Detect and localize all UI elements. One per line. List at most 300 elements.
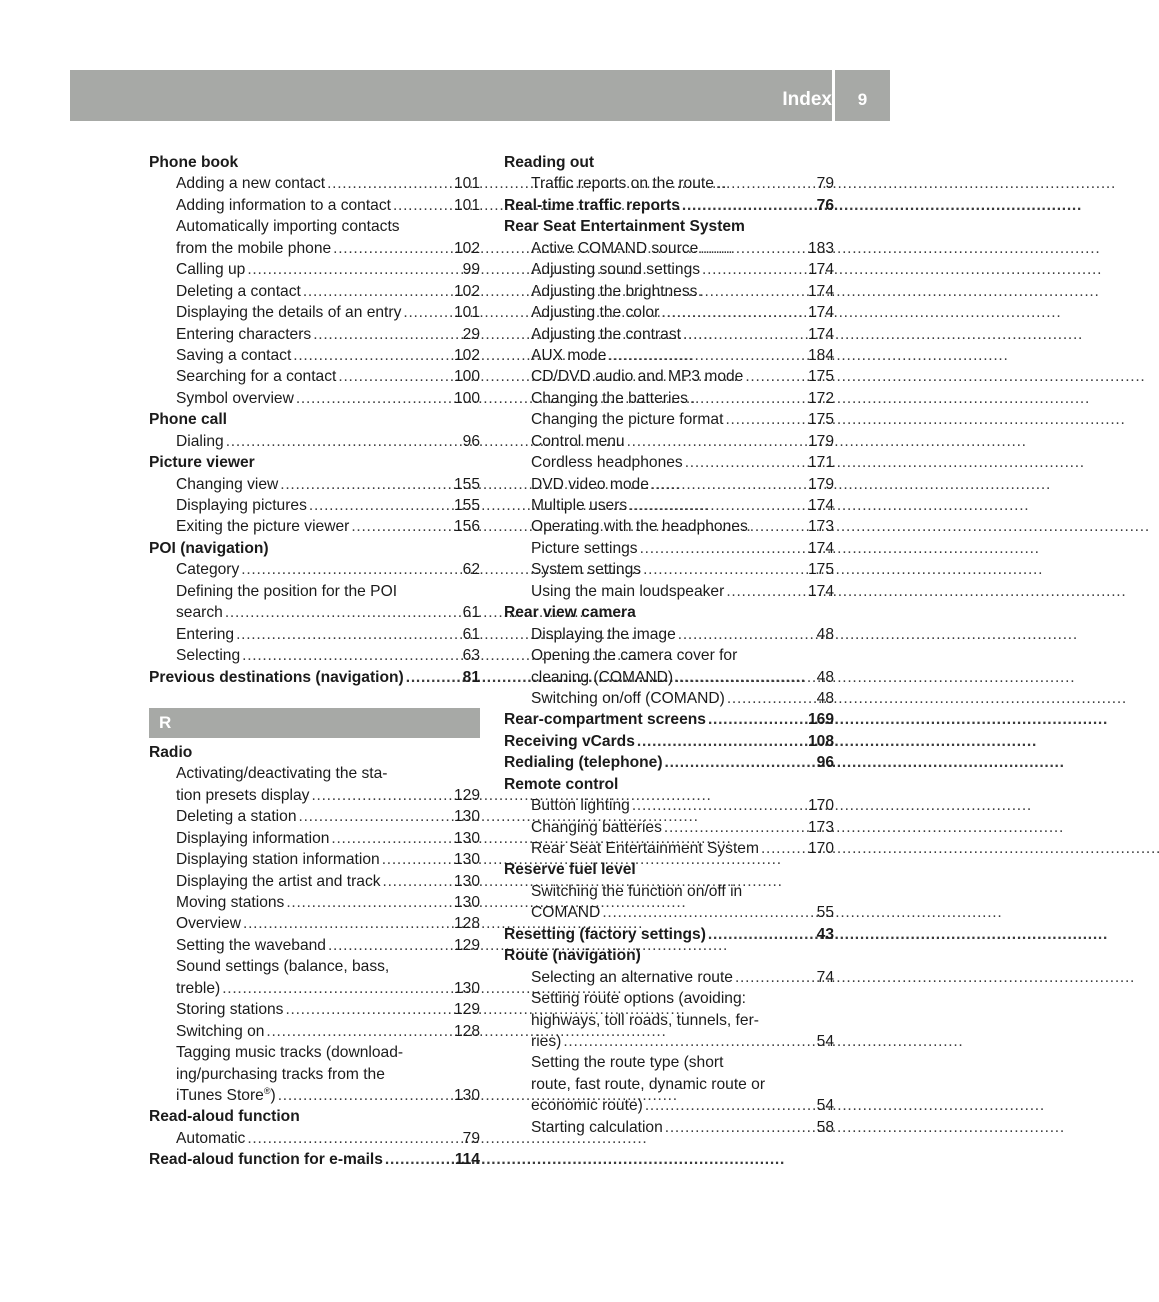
index-subentry bbox=[149, 978, 480, 999]
entry-label: Selecting bbox=[176, 647, 241, 665]
index-subentry bbox=[149, 195, 480, 216]
index-subentry bbox=[149, 785, 480, 806]
index-subentry bbox=[504, 302, 834, 323]
index-subentry bbox=[149, 871, 480, 892]
page-reference: 129 bbox=[453, 786, 480, 804]
index-heading bbox=[149, 1149, 480, 1170]
index-subentry bbox=[504, 838, 834, 859]
index-subentry bbox=[149, 516, 480, 537]
entry-label: Control menu bbox=[531, 432, 625, 450]
index-subentry bbox=[504, 624, 834, 645]
dot-leader bbox=[745, 366, 806, 387]
index-subentry: route, fast route, dynamic route or bbox=[531, 1075, 766, 1093]
dot-leader bbox=[225, 602, 461, 623]
entry-label: Previous destinations (navigation) bbox=[149, 668, 404, 686]
index-subentry bbox=[504, 495, 834, 516]
index-heading: Reserve fuel level bbox=[504, 861, 636, 879]
index-heading bbox=[504, 924, 834, 945]
page-reference: 48 bbox=[816, 625, 834, 643]
index-subentry bbox=[504, 474, 834, 495]
index-subentry: Sound settings (balance, bass, bbox=[176, 958, 390, 976]
entry-label: DVD video mode bbox=[531, 475, 649, 493]
index-subentry bbox=[149, 1085, 480, 1106]
dot-leader bbox=[385, 1149, 453, 1170]
dot-leader bbox=[331, 828, 452, 849]
page-reference: 101 bbox=[453, 175, 480, 193]
page-reference: 173 bbox=[807, 818, 834, 836]
dot-leader bbox=[682, 195, 815, 216]
index-subentry bbox=[149, 431, 480, 452]
dot-leader bbox=[286, 892, 452, 913]
dot-leader bbox=[700, 238, 806, 259]
page-reference: 130 bbox=[453, 1086, 480, 1104]
index-subentry bbox=[504, 366, 834, 387]
entry-label: Displaying station information bbox=[176, 851, 380, 869]
index-subentry: ing/purchasing tracks from the bbox=[176, 1065, 385, 1083]
dot-leader bbox=[750, 516, 806, 537]
entry-label: iTunes Store®) bbox=[176, 1085, 276, 1104]
index-heading: Read-aloud function bbox=[149, 1108, 300, 1126]
section-letter-r: R bbox=[149, 708, 480, 738]
entry-label: Symbol overview bbox=[176, 389, 294, 407]
page-reference: 130 bbox=[453, 808, 480, 826]
entry-label: treble) bbox=[176, 979, 221, 997]
page-reference: 174 bbox=[807, 282, 834, 300]
dot-leader bbox=[690, 388, 806, 409]
index-subentry bbox=[149, 828, 480, 849]
entry-label: Adjusting the color bbox=[531, 304, 660, 322]
entry-label: Moving stations bbox=[176, 894, 285, 911]
page-reference: 156 bbox=[453, 518, 480, 536]
page-reference: 174 bbox=[807, 497, 834, 514]
page-reference: 175 bbox=[807, 561, 834, 579]
entry-label: Active COMAND source bbox=[531, 239, 699, 257]
entry-label: Displaying the image bbox=[531, 625, 676, 643]
page-reference: 100 bbox=[453, 389, 480, 407]
page-reference: 130 bbox=[453, 829, 480, 847]
dot-leader bbox=[608, 345, 806, 366]
dot-leader bbox=[627, 431, 806, 452]
index-subentry bbox=[149, 913, 480, 934]
page-reference: 102 bbox=[453, 346, 480, 364]
page-reference: 96 bbox=[816, 754, 834, 772]
dot-leader bbox=[665, 1117, 815, 1138]
index-subentry bbox=[504, 667, 834, 688]
page-reference: 79 bbox=[816, 175, 834, 193]
index-subentry bbox=[504, 581, 834, 602]
index-subentry: Opening the camera cover for bbox=[531, 647, 738, 665]
page-reference: 128 bbox=[453, 915, 480, 933]
dot-leader bbox=[327, 173, 452, 194]
entry-label: Dialing bbox=[176, 432, 224, 450]
dot-leader bbox=[702, 259, 806, 280]
page-reference: 61 bbox=[462, 625, 480, 643]
page-reference: 155 bbox=[453, 475, 480, 493]
index-subentry bbox=[504, 967, 834, 988]
entry-label: economic route) bbox=[531, 1097, 643, 1115]
dot-leader bbox=[278, 1085, 452, 1106]
entry-label: Entering bbox=[176, 625, 235, 643]
dot-leader bbox=[563, 1031, 814, 1052]
page-reference: 48 bbox=[816, 668, 834, 686]
entry-label: Redialing (telephone) bbox=[504, 754, 663, 772]
page-reference: 172 bbox=[807, 389, 834, 407]
entry-label: Changing the batteries bbox=[531, 389, 688, 407]
entry-label: from the mobile phone bbox=[176, 239, 332, 257]
index-subentry: Setting route options (avoiding: bbox=[531, 990, 746, 1008]
page-reference: 63 bbox=[462, 647, 480, 665]
index-heading: Route (navigation) bbox=[504, 947, 641, 965]
index-heading: Phone book bbox=[149, 154, 239, 171]
index-subentry bbox=[504, 345, 834, 366]
page-reference: 179 bbox=[807, 432, 834, 450]
index-subentry bbox=[504, 817, 834, 838]
page-reference: 174 bbox=[807, 539, 834, 557]
entry-label: Changing batteries bbox=[531, 818, 662, 836]
index-heading: Radio bbox=[149, 743, 193, 761]
page-reference: 61 bbox=[462, 604, 480, 622]
page-reference: 169 bbox=[807, 711, 834, 729]
dot-leader bbox=[303, 281, 452, 302]
entry-label: Setting the waveband bbox=[176, 936, 326, 954]
page-reference: 62 bbox=[462, 561, 480, 579]
index-subentry bbox=[149, 173, 480, 194]
index-subentry bbox=[149, 849, 480, 870]
dot-leader bbox=[280, 474, 452, 495]
dot-leader bbox=[665, 752, 815, 773]
index-heading: Rear Seat Entertainment System bbox=[504, 218, 745, 236]
dot-leader bbox=[328, 935, 452, 956]
index-subentry bbox=[504, 173, 834, 194]
index-subentry bbox=[504, 388, 834, 409]
index-subentry bbox=[149, 281, 480, 302]
entry-label: Adding information to a contact bbox=[176, 196, 391, 214]
page-reference: 170 bbox=[807, 797, 834, 815]
index-heading: Remote control bbox=[504, 775, 619, 793]
index-subentry bbox=[504, 795, 834, 816]
page-reference: 100 bbox=[453, 368, 480, 386]
dot-leader bbox=[629, 495, 806, 516]
entry-label: Picture settings bbox=[531, 539, 638, 557]
dot-leader bbox=[699, 281, 806, 302]
entry-label: Overview bbox=[176, 915, 241, 933]
page-reference: 129 bbox=[453, 936, 480, 954]
page-reference: 102 bbox=[453, 282, 480, 300]
index-subentry: Activating/deactivating the sta- bbox=[176, 765, 388, 783]
dot-leader bbox=[632, 795, 806, 816]
entry-label: Read-aloud function for e-mails bbox=[149, 1151, 383, 1169]
entry-label: Automatic bbox=[176, 1129, 246, 1147]
index-heading: Picture viewer bbox=[149, 454, 255, 472]
index-subentry bbox=[149, 806, 480, 827]
dot-leader bbox=[726, 581, 806, 602]
index-group-p bbox=[149, 152, 480, 688]
page-reference: 170 bbox=[807, 840, 834, 857]
dot-leader bbox=[640, 538, 806, 559]
entry-label: Button lighting bbox=[531, 797, 630, 815]
index-group-r-left bbox=[149, 742, 480, 1171]
dot-leader bbox=[708, 709, 806, 730]
index-subentry bbox=[149, 892, 480, 913]
entry-label: Searching for a contact bbox=[176, 368, 337, 386]
dot-leader bbox=[247, 259, 460, 280]
entry-label: Receiving vCards bbox=[504, 732, 635, 750]
page-reference: 99 bbox=[462, 261, 480, 279]
dot-leader bbox=[241, 559, 460, 580]
entry-label: Displaying the details of an entry bbox=[176, 304, 402, 322]
index-heading: Reading out bbox=[504, 154, 595, 171]
index-group-r-right bbox=[504, 152, 834, 1138]
entry-label: Saving a contact bbox=[176, 346, 292, 364]
entry-label: Selecting an alternative route bbox=[531, 968, 733, 986]
dot-leader bbox=[664, 817, 806, 838]
dot-leader bbox=[716, 173, 815, 194]
dot-leader bbox=[735, 967, 815, 988]
index-heading bbox=[504, 752, 834, 773]
index-subentry bbox=[149, 324, 480, 345]
page-reference: 183 bbox=[807, 239, 834, 257]
dot-leader bbox=[333, 238, 452, 259]
dot-leader bbox=[645, 1095, 815, 1116]
page-reference: 130 bbox=[453, 894, 480, 911]
index-subentry bbox=[504, 538, 834, 559]
entry-label: CD/DVD audio and MP3 mode bbox=[531, 368, 744, 386]
page-reference: 48 bbox=[816, 689, 834, 707]
page-reference: 174 bbox=[807, 304, 834, 322]
index-subentry bbox=[504, 1095, 834, 1116]
entry-label: Storing stations bbox=[176, 1001, 284, 1019]
dot-leader bbox=[351, 516, 452, 537]
page-reference: 76 bbox=[816, 196, 834, 214]
index-subentry bbox=[149, 388, 480, 409]
index-subentry bbox=[149, 999, 480, 1020]
entry-label: Entering characters bbox=[176, 325, 312, 343]
index-subentry: highways, toll roads, tunnels, fer- bbox=[531, 1011, 759, 1029]
index-subentry bbox=[504, 281, 834, 302]
index-subentry bbox=[504, 1117, 834, 1138]
dot-leader bbox=[683, 324, 806, 345]
entry-label: Adding a new contact bbox=[176, 175, 326, 193]
dot-leader bbox=[293, 345, 452, 366]
entry-label: Displaying the artist and track bbox=[176, 872, 381, 890]
dot-leader bbox=[643, 559, 806, 580]
index-subentry: Defining the position for the POI bbox=[176, 582, 398, 600]
index-subentry bbox=[504, 238, 834, 259]
index-heading: Phone call bbox=[149, 411, 227, 429]
entry-label: Switching on/off (COMAND) bbox=[531, 689, 725, 707]
page-reference: 58 bbox=[816, 1118, 834, 1136]
entry-label: Category bbox=[176, 561, 240, 579]
page-reference: 174 bbox=[807, 261, 834, 279]
entry-label: Changing the picture format bbox=[531, 411, 724, 429]
page-reference: 102 bbox=[453, 239, 480, 257]
entry-label: Deleting a contact bbox=[176, 282, 301, 300]
entry-label: System settings bbox=[531, 561, 642, 579]
page-reference: 96 bbox=[462, 432, 480, 450]
page-reference: 174 bbox=[807, 582, 834, 600]
page-reference: 130 bbox=[453, 851, 480, 869]
index-subentry: Switching the function on/off in bbox=[531, 882, 743, 900]
entry-label: Adjusting the brightness bbox=[531, 282, 698, 300]
dot-leader bbox=[675, 667, 815, 688]
index-heading bbox=[149, 667, 480, 688]
entry-label: Real-time traffic reports bbox=[504, 196, 680, 214]
index-subentry bbox=[149, 645, 480, 666]
dot-leader bbox=[299, 806, 452, 827]
entry-label: Adjusting the contrast bbox=[531, 325, 681, 343]
index-heading bbox=[504, 731, 834, 752]
index-subentry bbox=[149, 302, 480, 323]
entry-label: search bbox=[176, 604, 223, 622]
page-number: 9 bbox=[857, 90, 868, 109]
index-subentry bbox=[504, 516, 834, 537]
dot-leader bbox=[708, 924, 815, 945]
index-subentry bbox=[504, 259, 834, 280]
page-reference: 128 bbox=[453, 1022, 480, 1040]
index-subentry bbox=[149, 238, 480, 259]
dot-leader bbox=[296, 388, 452, 409]
dot-leader bbox=[382, 849, 452, 870]
entry-label: Deleting a station bbox=[176, 808, 297, 826]
index-subentry bbox=[149, 366, 480, 387]
entry-label: Changing view bbox=[176, 475, 279, 493]
page-reference: 43 bbox=[816, 925, 834, 943]
index-heading bbox=[504, 709, 834, 730]
index-column-right bbox=[504, 152, 834, 1138]
index-subentry bbox=[149, 495, 480, 516]
dot-leader bbox=[236, 624, 461, 645]
dot-leader bbox=[242, 645, 460, 666]
page-reference: 175 bbox=[807, 411, 834, 429]
page-reference: 175 bbox=[807, 368, 834, 386]
index-heading: Rear view camera bbox=[504, 604, 636, 622]
dot-leader bbox=[383, 871, 452, 892]
page-reference: 174 bbox=[807, 325, 834, 343]
index-subentry bbox=[149, 1021, 480, 1042]
entry-label: cleaning (COMAND) bbox=[531, 668, 674, 686]
dot-leader bbox=[285, 999, 451, 1020]
index-subentry: Tagging music tracks (download- bbox=[176, 1044, 404, 1062]
index-subentry bbox=[149, 345, 480, 366]
index-heading: POI (navigation) bbox=[149, 539, 269, 557]
page-reference: 55 bbox=[816, 904, 834, 922]
entry-label: AUX mode bbox=[531, 346, 607, 364]
dot-leader bbox=[602, 902, 814, 923]
registered-mark: ® bbox=[263, 1085, 271, 1096]
entry-label: Exiting the picture viewer bbox=[176, 518, 350, 536]
page-reference: 129 bbox=[453, 1001, 480, 1019]
page-reference: 54 bbox=[816, 1032, 834, 1050]
page-reference: 29 bbox=[462, 325, 480, 343]
entry-label: Starting calculation bbox=[531, 1118, 663, 1136]
dot-leader bbox=[226, 431, 461, 452]
dot-leader bbox=[661, 302, 806, 323]
index-subentry bbox=[504, 1031, 834, 1052]
entry-label: Displaying pictures bbox=[176, 497, 307, 514]
section-title: Index bbox=[782, 89, 832, 110]
entry-label: Operating with the headphones bbox=[531, 518, 748, 536]
entry-label: Adjusting sound settings bbox=[531, 261, 701, 279]
index-subentry bbox=[149, 624, 480, 645]
dot-leader bbox=[725, 409, 806, 430]
page-reference: 155 bbox=[453, 497, 480, 514]
page-reference: 81 bbox=[462, 668, 480, 686]
dot-leader bbox=[222, 978, 452, 999]
page-reference: 114 bbox=[454, 1151, 480, 1169]
index-subentry bbox=[504, 409, 834, 430]
page-reference: 79 bbox=[462, 1129, 480, 1147]
page-reference: 130 bbox=[453, 872, 480, 890]
dot-leader bbox=[243, 913, 452, 934]
dot-leader bbox=[727, 688, 815, 709]
index-column-left bbox=[149, 152, 480, 1171]
index-subentry bbox=[149, 259, 480, 280]
entry-label: Rear Seat Entertainment System bbox=[531, 840, 759, 857]
dot-leader bbox=[637, 731, 806, 752]
dot-leader bbox=[247, 1128, 460, 1149]
page-reference: 101 bbox=[453, 196, 480, 214]
index-subentry bbox=[149, 602, 480, 623]
dot-leader bbox=[393, 195, 452, 216]
page-reference: 130 bbox=[453, 979, 480, 997]
page-reference: 101 bbox=[453, 304, 480, 322]
dot-leader bbox=[403, 302, 452, 323]
index-heading bbox=[504, 195, 834, 216]
dot-leader bbox=[311, 785, 451, 806]
dot-leader bbox=[313, 324, 460, 345]
index-subentry: Automatically importing contacts bbox=[176, 218, 400, 236]
index-subentry bbox=[504, 431, 834, 452]
dot-leader bbox=[406, 667, 461, 688]
index-subentry bbox=[149, 935, 480, 956]
page-reference: 54 bbox=[816, 1097, 834, 1115]
entry-label: Switching on bbox=[176, 1022, 265, 1040]
entry-label: Resetting (factory settings) bbox=[504, 925, 706, 943]
index-subentry bbox=[149, 1128, 480, 1149]
page-reference: 74 bbox=[816, 968, 834, 986]
dot-leader bbox=[685, 452, 806, 473]
index-subentry bbox=[504, 324, 834, 345]
page-reference: 179 bbox=[807, 475, 834, 493]
index-subentry bbox=[504, 688, 834, 709]
index-subentry bbox=[504, 452, 834, 473]
entry-label: COMAND bbox=[531, 904, 601, 922]
entry-label: Calling up bbox=[176, 261, 246, 279]
page-reference: 184 bbox=[807, 346, 834, 364]
entry-label: Displaying information bbox=[176, 829, 330, 847]
index-subentry bbox=[504, 559, 834, 580]
entry-label: Cordless headphones bbox=[531, 454, 683, 472]
index-subentry bbox=[149, 559, 480, 580]
dot-leader bbox=[266, 1021, 452, 1042]
entry-label: Traffic reports on the route bbox=[531, 175, 714, 193]
entry-label: Rear-compartment screens bbox=[504, 711, 706, 729]
entry-label: ries) bbox=[531, 1032, 562, 1050]
dot-leader bbox=[678, 624, 815, 645]
index-subentry bbox=[149, 474, 480, 495]
dot-leader bbox=[651, 474, 806, 495]
index-subentry: Setting the route type (short bbox=[531, 1054, 724, 1072]
entry-label: Multiple users bbox=[531, 497, 628, 514]
index-subentry bbox=[504, 902, 834, 923]
page-reference: 173 bbox=[807, 518, 834, 536]
dot-leader bbox=[761, 838, 806, 859]
page-reference: 171 bbox=[807, 454, 834, 472]
dot-leader bbox=[309, 495, 452, 516]
entry-label: tion presets display bbox=[176, 786, 310, 804]
dot-leader bbox=[338, 366, 452, 387]
entry-label: Using the main loudspeaker bbox=[531, 582, 725, 600]
